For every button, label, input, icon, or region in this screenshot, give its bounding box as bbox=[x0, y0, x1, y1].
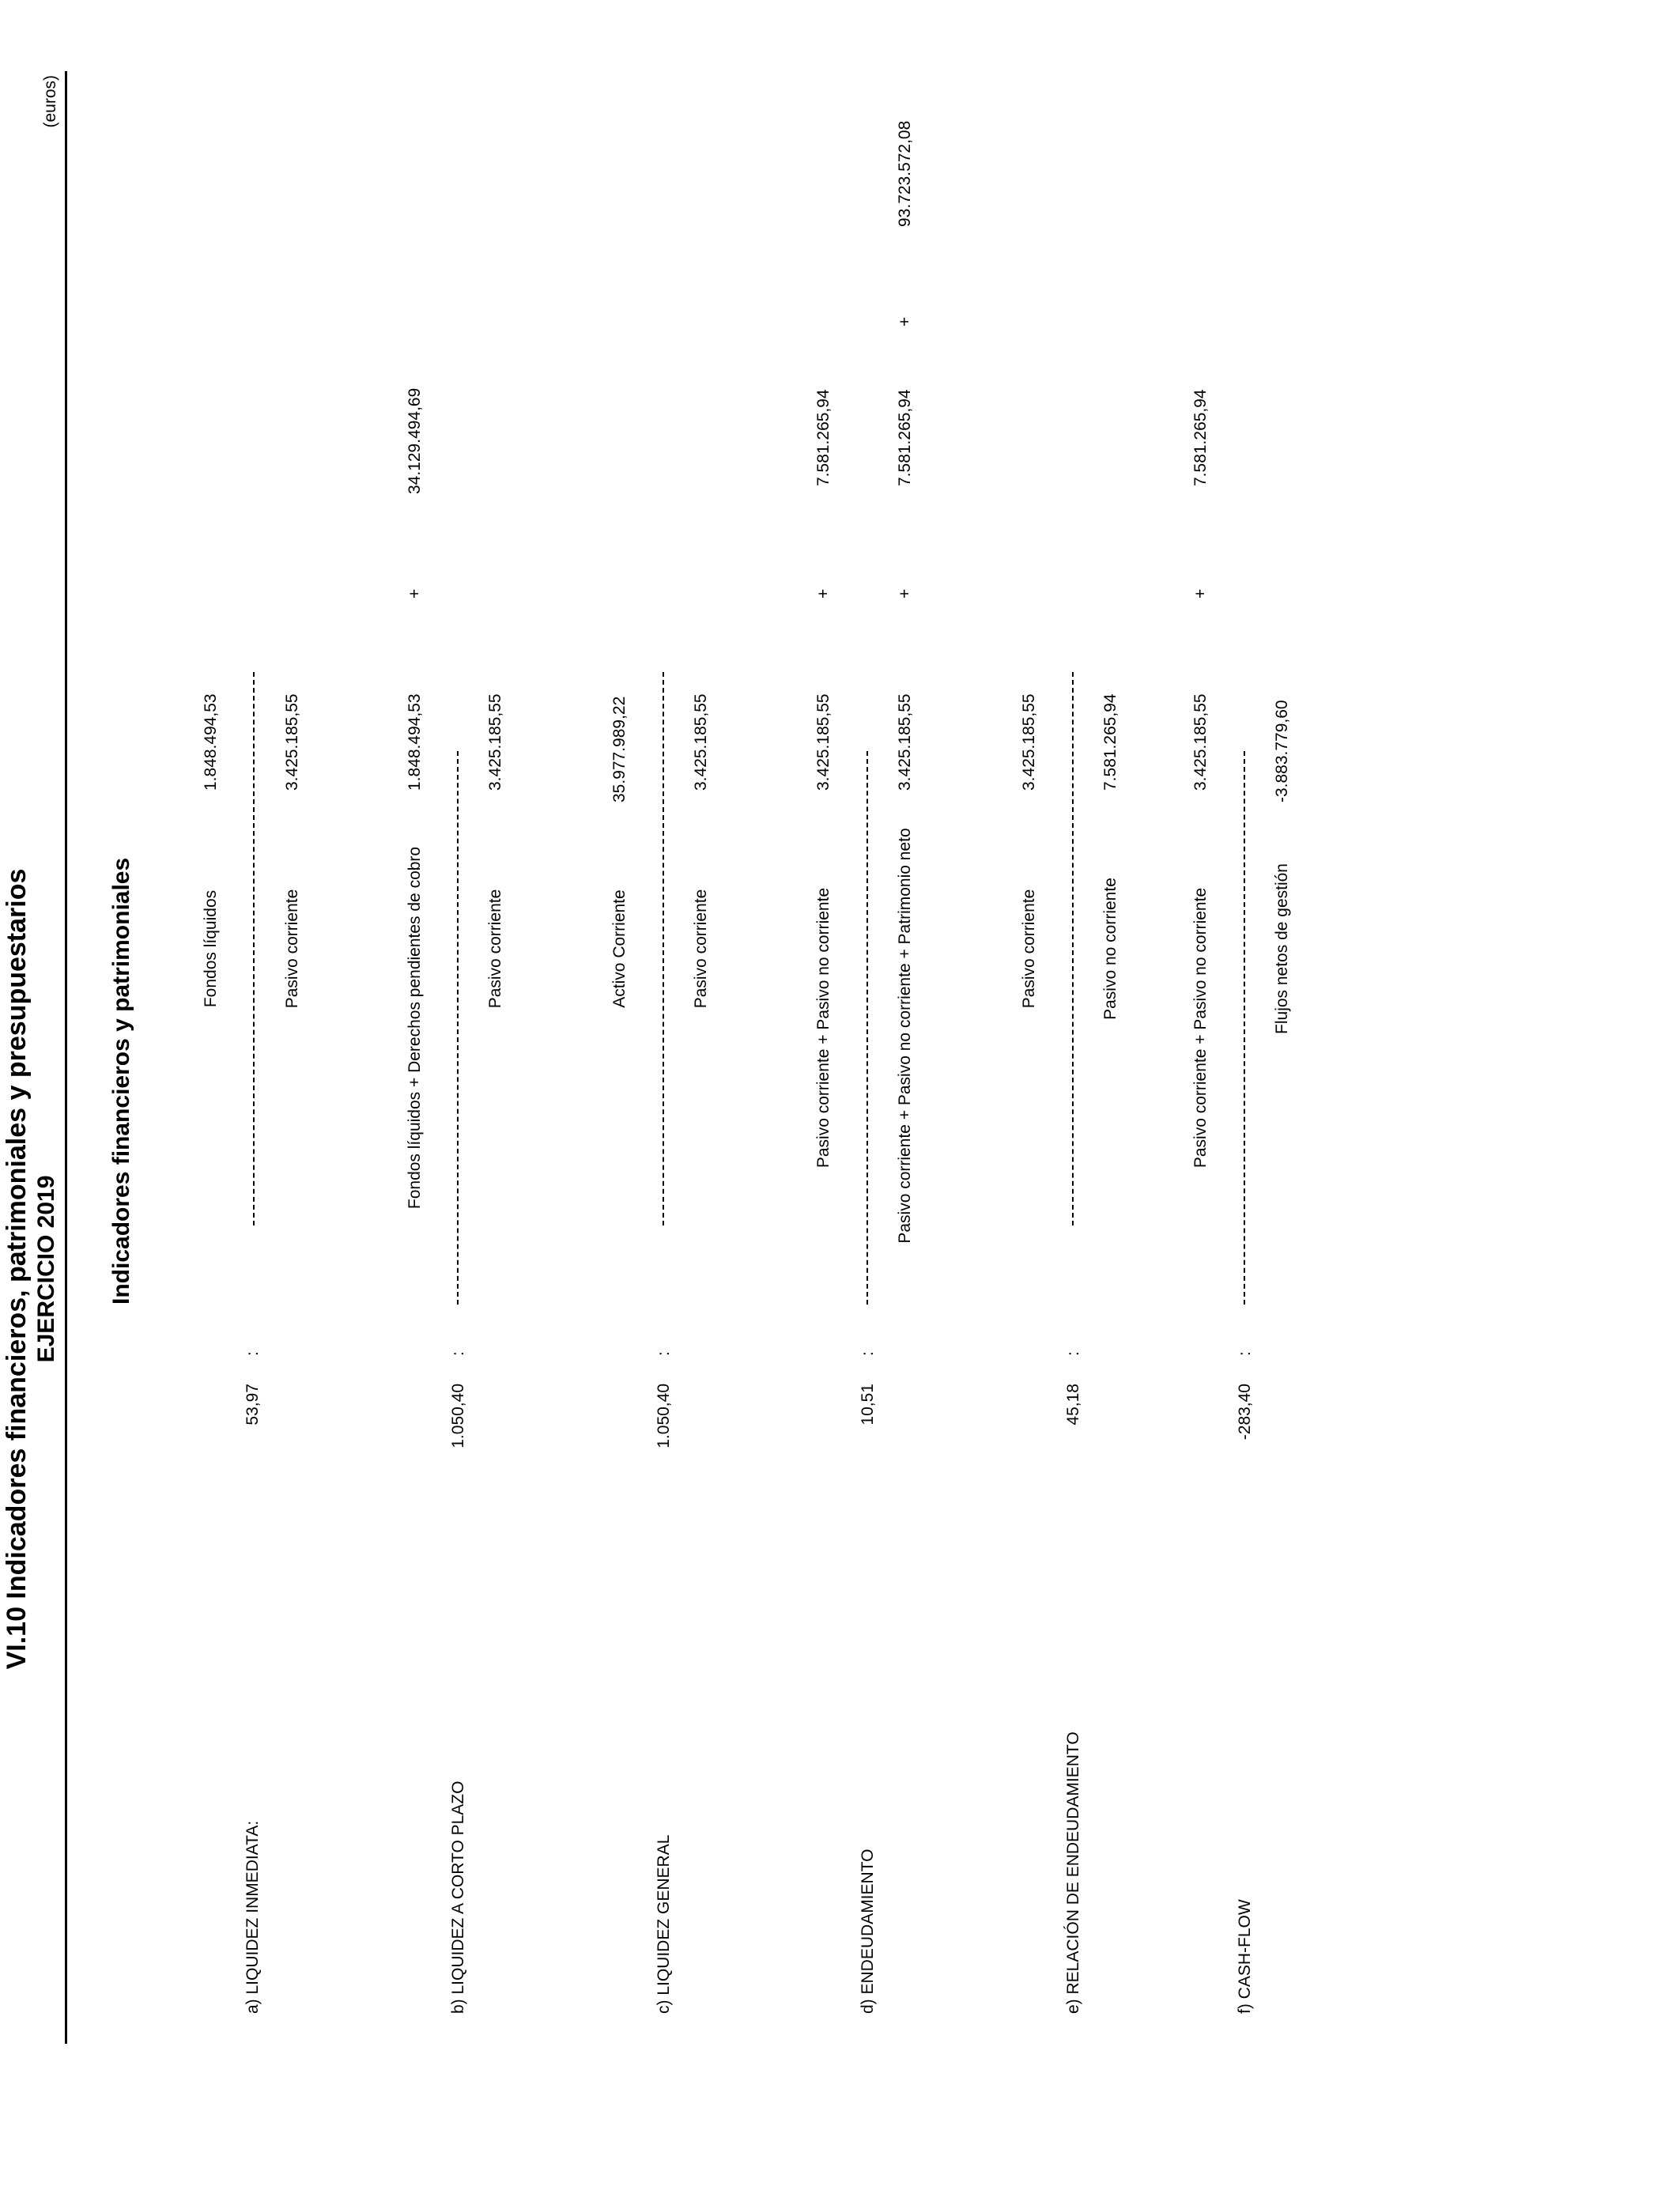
indicator-b-plus: + bbox=[406, 588, 424, 599]
indicator-c-fraction-line bbox=[663, 672, 664, 1225]
indicator-e-colon: : bbox=[1064, 1351, 1082, 1356]
indicator-b-value: 1.050,40 bbox=[449, 1384, 467, 1448]
indicator-b-fraction-line bbox=[457, 751, 459, 1305]
indicator-f-plus: + bbox=[1191, 588, 1210, 599]
indicator-a-numerator-value: 1.848.494,53 bbox=[202, 693, 220, 791]
indicator-b-numerator-value-2: 34.129.494,69 bbox=[406, 387, 424, 494]
units-label: (euros) bbox=[41, 75, 59, 128]
indicator-c-name: c) LIQUIDEZ GENERAL bbox=[655, 1834, 673, 2014]
indicator-a-numerator-label: Fondos líquidos bbox=[202, 889, 220, 1008]
indicator-d-denominator-label: Pasivo corriente + Pasivo no corriente + Patrimonio neto bbox=[896, 828, 914, 1244]
indicator-c-denominator-value: 3.425.185,55 bbox=[692, 693, 710, 791]
page-subtitle: EJERCICIO 2019 bbox=[33, 1175, 59, 1363]
indicator-d-numerator-label: Pasivo corriente + Pasivo no corriente bbox=[814, 887, 832, 1169]
indicator-d-numerator-value-2: 7.581.265,94 bbox=[814, 389, 832, 486]
indicator-d-denominator-value-3: 93.723.572,08 bbox=[896, 120, 914, 227]
indicator-d-fraction-line bbox=[866, 751, 868, 1305]
indicator-d-denominator-plus-2: + bbox=[896, 316, 914, 327]
indicator-b-denominator-label: Pasivo corriente bbox=[486, 889, 504, 1009]
indicator-d-numerator-value-1: 3.425.185,55 bbox=[814, 693, 832, 791]
indicator-f-denominator-label: Flujos netos de gestión bbox=[1273, 863, 1291, 1034]
indicator-a-value: 53,97 bbox=[244, 1384, 262, 1426]
indicator-e-numerator-value: 3.425.185,55 bbox=[1020, 693, 1038, 791]
indicator-a-colon: : bbox=[244, 1351, 262, 1356]
indicator-b-name: b) LIQUIDEZ A CORTO PLAZO bbox=[449, 1781, 467, 2014]
indicator-e-name: e) RELACIÓN DE ENDEUDAMIENTO bbox=[1064, 1731, 1082, 2014]
indicator-f-name: f) CASH-FLOW bbox=[1236, 1899, 1254, 2014]
indicator-d-denominator-value-2: 7.581.265,94 bbox=[896, 389, 914, 486]
indicator-b-colon: : bbox=[449, 1351, 467, 1356]
indicator-e-fraction-line bbox=[1072, 672, 1074, 1225]
indicator-c-value: 1.050,40 bbox=[655, 1384, 673, 1448]
indicator-b-denominator-value: 3.425.185,55 bbox=[486, 693, 504, 791]
indicator-f-numerator-value-1: 3.425.185,55 bbox=[1191, 693, 1210, 791]
indicator-f-numerator-label: Pasivo corriente + Pasivo no corriente bbox=[1191, 887, 1210, 1169]
indicator-c-denominator-label: Pasivo corriente bbox=[692, 889, 710, 1009]
indicator-d-value: 10,51 bbox=[859, 1384, 877, 1426]
section-title: Indicadores financieros y patrimoniales bbox=[108, 857, 134, 1305]
indicator-d-name: d) ENDEUDAMIENTO bbox=[859, 1848, 877, 2014]
indicator-e-denominator-value: 7.581.265,94 bbox=[1101, 693, 1119, 791]
indicator-b-numerator-label: Fondos líquidos + Derechos pendientes de cobro bbox=[406, 846, 424, 1210]
indicator-b-numerator-value-1: 1.848.494,53 bbox=[406, 693, 424, 791]
indicator-e-numerator-label: Pasivo corriente bbox=[1020, 889, 1038, 1009]
indicator-a-denominator-value: 3.425.185,55 bbox=[283, 693, 301, 791]
indicator-f-fraction-line bbox=[1244, 751, 1245, 1305]
indicator-d-denominator-plus-1: + bbox=[896, 588, 914, 599]
indicator-e-value: 45,18 bbox=[1064, 1384, 1082, 1426]
indicator-c-colon: : bbox=[655, 1351, 673, 1356]
indicator-f-value: -283,40 bbox=[1236, 1384, 1254, 1441]
header-rule bbox=[65, 71, 67, 2044]
indicator-a-denominator-label: Pasivo corriente bbox=[283, 889, 301, 1009]
indicator-f-numerator-value-2: 7.581.265,94 bbox=[1191, 389, 1210, 486]
page-title: VI.10 Indicadores financieros, patrimoniales y presupuestarios bbox=[2, 868, 32, 1670]
indicator-a-fraction-line bbox=[253, 672, 255, 1225]
indicator-e-denominator-label: Pasivo no corriente bbox=[1101, 878, 1119, 1020]
indicator-a-name: a) LIQUIDEZ INMEDIATA: bbox=[244, 1820, 262, 2014]
indicator-d-denominator-value-1: 3.425.185,55 bbox=[896, 693, 914, 791]
indicator-d-colon: : bbox=[859, 1351, 877, 1356]
indicator-d-numerator-plus: + bbox=[814, 588, 832, 599]
indicator-c-numerator-value: 35.977.989,22 bbox=[610, 696, 629, 802]
indicator-c-numerator-label: Activo Corriente bbox=[610, 889, 629, 1008]
indicator-f-colon: : bbox=[1236, 1351, 1254, 1356]
indicator-f-denominator-value: -3.883.779,60 bbox=[1273, 700, 1291, 802]
